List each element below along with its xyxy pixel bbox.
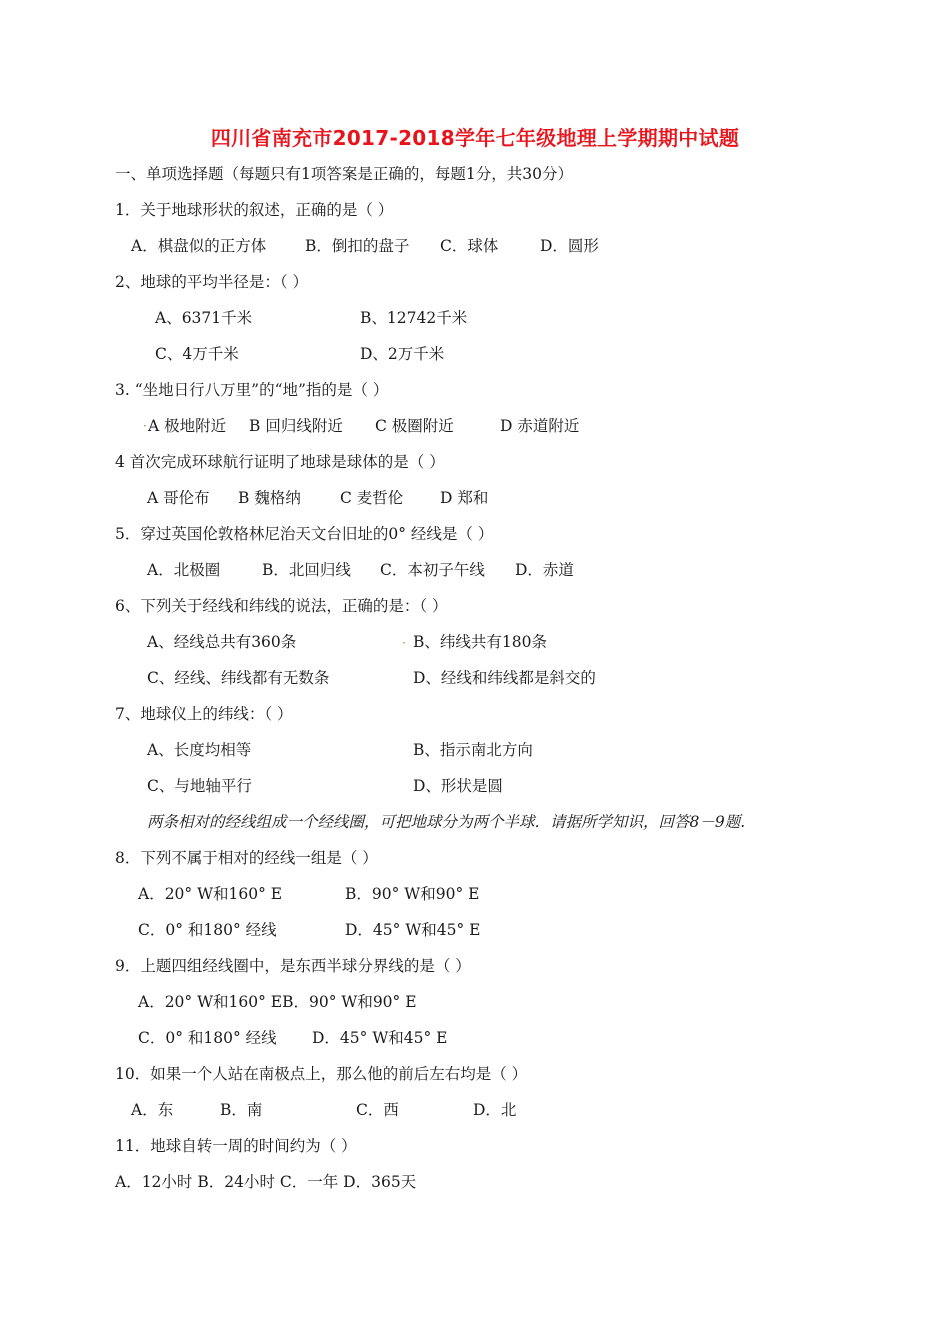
question-8-stem: 8．下列不属于相对的经线一组是（ ） — [115, 849, 378, 867]
reading-passage: 两条相对的经线组成一个经线圈，可把地球分为两个半球．请据所学知识，回答8－9题. — [147, 813, 746, 831]
question-4-option-b: B 魏格纳 — [238, 489, 301, 507]
question-7-option-a: A、长度均相等 — [147, 741, 252, 759]
question-6-stem: 6、下列关于经线和纬线的说法，正确的是：（ ） — [115, 597, 448, 615]
question-8-option-a: A．20° W和160° E — [138, 885, 283, 903]
question-5-stem: 5．穿过英国伦敦格林尼治天文台旧址的0° 经线是（ ） — [115, 525, 494, 543]
question-8-option-d: D．45° W和45° E — [345, 921, 481, 939]
question-5-option-b: B．北回归线 — [262, 561, 351, 579]
question-2-option-b: B、12742千米 — [360, 309, 468, 327]
question-4-option-a: A 哥伦布 — [147, 489, 210, 507]
question-5-option-c: C．本初子午线 — [380, 561, 485, 579]
question-9-stem: 9．上题四组经线圈中，是东西半球分界线的是（ ） — [115, 957, 471, 975]
question-4-stem: 4 首次完成环球航行证明了地球是球体的是（ ） — [115, 453, 445, 471]
question-8-option-b: B．90° W和90° E — [345, 885, 480, 903]
question-2-stem: 2、地球的平均半径是：（ ） — [115, 273, 309, 291]
question-4-option-c: C 麦哲伦 — [340, 489, 404, 507]
question-11-options: A．12小时 B．24小时 C．一年 D．365天 — [115, 1173, 417, 1191]
question-2-option-a: A、6371千米 — [155, 309, 253, 327]
question-1-option-b: B．倒扣的盘子 — [305, 237, 410, 255]
page-title: 四川省南充市2017-2018学年七年级地理上学期期中试题 — [210, 126, 740, 150]
question-5-option-d: D．赤道 — [515, 561, 574, 579]
question-7-option-d: D、形状是圆 — [413, 777, 503, 795]
question-8-option-c: C．0° 和180° 经线 — [138, 921, 277, 939]
question-10-option-c: C．西 — [356, 1101, 399, 1119]
question-2-option-c: C、4万千米 — [155, 345, 239, 363]
question-1-option-a: A．棋盘似的正方体 — [131, 237, 267, 255]
question-1-option-d: D．圆形 — [540, 237, 599, 255]
question-2-option-d: D、2万千米 — [360, 345, 445, 363]
question-9-option-ab: A．20° W和160° EB．90° W和90° E — [138, 993, 417, 1011]
question-7-option-b: B、指示南北方向 — [413, 741, 533, 759]
scan-mark: · — [402, 636, 406, 650]
question-7-stem: 7、地球仪上的纬线：（ ） — [115, 705, 293, 723]
question-4-option-d: D 郑和 — [440, 489, 489, 507]
question-5-option-a: A．北极圈 — [147, 561, 221, 579]
question-6-option-c: C、经线、纬线都有无数条 — [147, 669, 330, 687]
question-10-option-b: B．南 — [220, 1101, 263, 1119]
question-11-stem: 11．地球自转一周的时间约为（ ） — [115, 1137, 357, 1155]
question-3-option-b: B 回归线附近 — [249, 417, 343, 435]
section-heading: 一、单项选择题（每题只有1项答案是正确的，每题1分，共30分） — [115, 165, 573, 183]
question-1-option-c: C．球体 — [440, 237, 499, 255]
question-6-option-a: A、经线总共有360条 — [147, 633, 297, 651]
scan-mark: · — [143, 419, 147, 433]
question-3-option-d: D 赤道附近 — [500, 417, 580, 435]
question-1-stem: 1．关于地球形状的叙述，正确的是（ ） — [115, 201, 394, 219]
question-3-option-c: C 极圈附近 — [375, 417, 454, 435]
question-9-option-d: D．45° W和45° E — [312, 1029, 448, 1047]
question-9-option-c: C．0° 和180° 经线 — [138, 1029, 277, 1047]
question-10-option-a: A．东 — [131, 1101, 174, 1119]
question-10-option-d: D．北 — [473, 1101, 517, 1119]
question-6-option-b: B、纬线共有180条 — [413, 633, 547, 651]
question-6-option-d: D、经线和纬线都是斜交的 — [413, 669, 596, 687]
question-7-option-c: C、与地轴平行 — [147, 777, 252, 795]
question-3-stem: 3. “坐地日行八万里”的“地”指的是（ ） — [115, 381, 389, 399]
question-10-stem: 10．如果一个人站在南极点上，那么他的前后左右均是（ ） — [115, 1065, 528, 1083]
question-3-option-a: A 极地附近 — [148, 417, 227, 435]
